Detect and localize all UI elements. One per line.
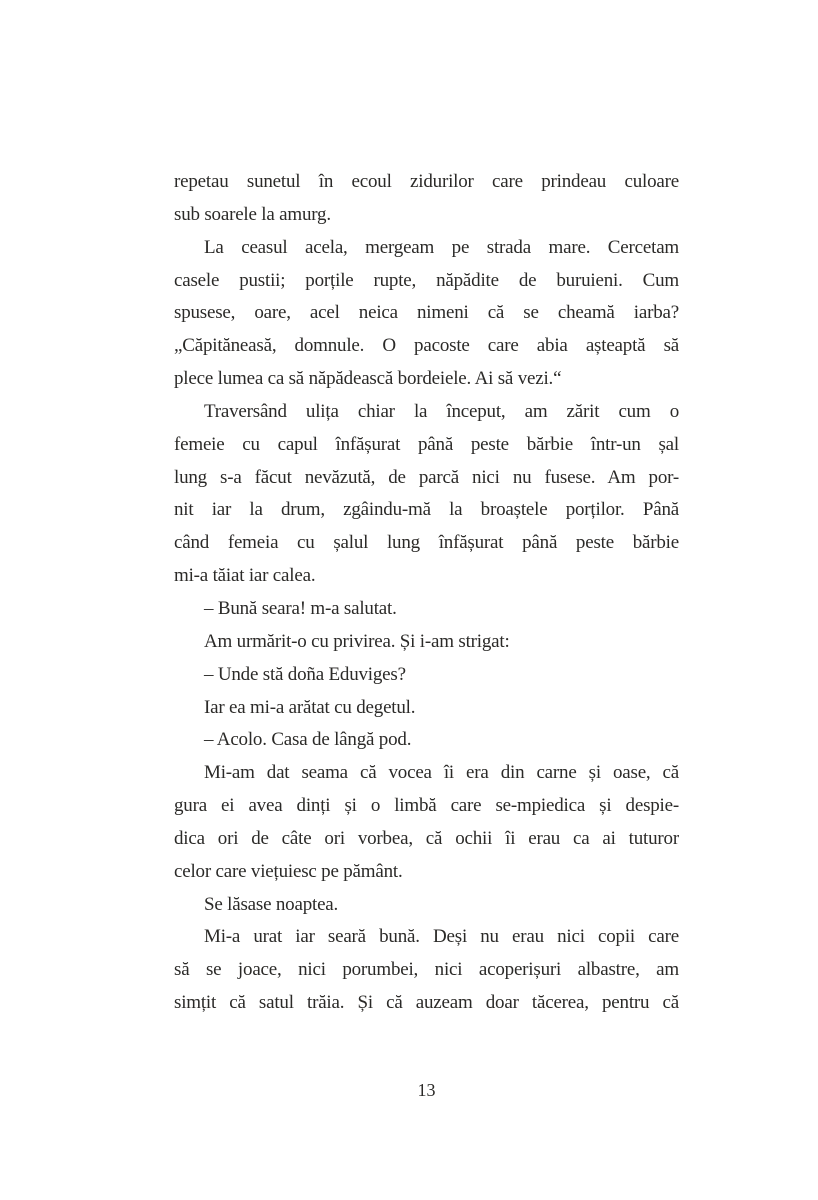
text-line: celor care viețuiesc pe pământ. (174, 860, 403, 882)
paragraph (174, 396, 679, 593)
paragraph (174, 232, 679, 396)
text-line: spusese, oare, acel neica nimeni că se cheamă iarba? (174, 302, 679, 324)
paragraph (174, 692, 679, 725)
page-number: 13 (417, 1080, 436, 1100)
text-line: casele pustii; porțile rupte, năpădite de buruieni. Cum (174, 269, 679, 291)
text-line: când femeia cu șalul lung înfășurat până peste bărbie (174, 532, 679, 554)
paragraph (174, 757, 679, 888)
paragraph (174, 889, 679, 922)
paragraph (174, 921, 679, 1020)
text-line: – Unde stă doña Eduviges? (204, 663, 406, 685)
paragraph (174, 166, 679, 232)
text-line: La ceasul acela, mergeam pe strada mare. Cercetam (204, 236, 679, 258)
text-line: repetau sunetul în ecoul zidurilor care prindeau culoare (174, 171, 679, 192)
text-line: Mi-am dat seama că vocea îi era din carne și oase, că (204, 762, 679, 784)
text-line: „Căpităneasă, domnule. O pacoste care abia așteaptă să (174, 335, 679, 357)
paragraph (174, 593, 679, 626)
text-line: Iar ea mi-a arătat cu degetul. (204, 696, 416, 718)
text-line: femeie cu capul înfășurat până peste bărbie într-un șal (174, 433, 679, 455)
text-line: – Acolo. Casa de lângă pod. (204, 729, 412, 751)
text-line: nit iar la drum, zgâindu-mă la broaștele porților. Până (174, 499, 679, 521)
text-line: gura ei avea dinți și o limbă care se-mpiedica și despie- (174, 795, 679, 817)
text-line: simțit că satul trăia. Și că auzeam doar tăcerea, pentru că (174, 992, 679, 1014)
text-line: Am urmărit-o cu privirea. Și i-am strigat: (204, 630, 510, 652)
text-block (174, 166, 679, 1020)
text-line: să se joace, nici porumbei, nici acoperișuri albastre, am (174, 959, 679, 981)
text-line: sub soarele la amurg. (174, 203, 331, 225)
text-line: – Bună seara! m-a salutat. (204, 597, 397, 619)
text-line: lung s-a făcut nevăzută, de parcă nici nu fusese. Am por- (174, 466, 679, 488)
text-line: Mi-a urat iar seară bună. Deși nu erau nici copii care (204, 926, 679, 948)
paragraph (174, 659, 679, 692)
text-line: mi-a tăiat iar calea. (174, 565, 316, 587)
paragraph (174, 626, 679, 659)
paragraph (174, 724, 679, 757)
text-line: plece lumea ca să năpădească bordeiele. Ai să vezi.“ (174, 368, 562, 390)
text-line: dica ori de câte ori vorbea, că ochii îi erau ca ai tuturor (174, 827, 679, 849)
text-line: Se lăsase noaptea. (204, 893, 339, 915)
text-line: Traversând ulița chiar la început, am zărit cum o (204, 400, 679, 422)
